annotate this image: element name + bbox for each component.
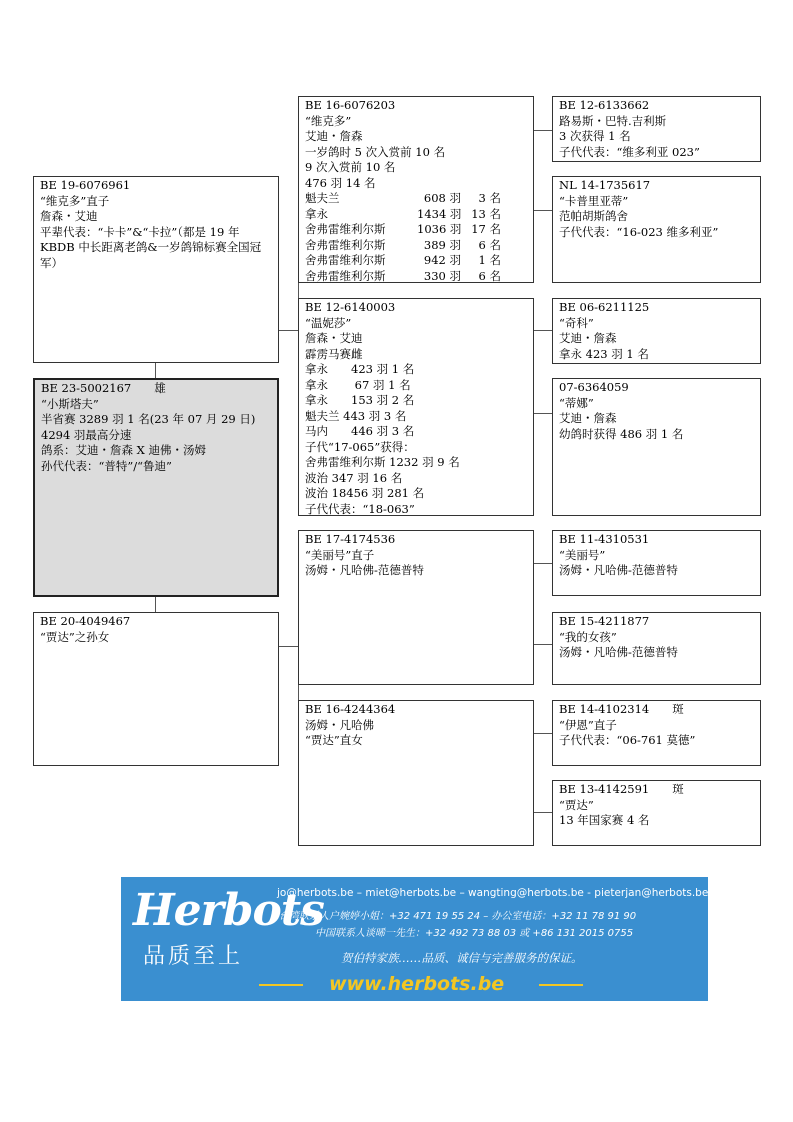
sdd-card — [552, 378, 761, 516]
result-line: 拿永 423 羽 1 名 — [559, 346, 649, 361]
ring-number: BE 11-4310531 — [559, 532, 650, 546]
sire-card — [33, 176, 279, 363]
race-result: 舍弗雷维利尔斯 1036 羽 17 名 — [305, 222, 501, 236]
result-line: 马内 446 羽 3 名 — [305, 424, 415, 438]
ring-number: BE 17-4174536 — [305, 532, 396, 546]
ring-number: BE 14-4102314 斑 — [559, 702, 684, 716]
herbots-logo: Herbots — [133, 885, 324, 936]
ssd-card — [552, 176, 761, 283]
connector — [155, 362, 156, 378]
ring-number: NL 14-1735617 — [559, 178, 651, 192]
pigeon-name: “伊恩”直子 — [559, 717, 617, 732]
offspring: 子代代表：“18-063” — [305, 501, 415, 516]
connector — [533, 130, 552, 131]
breeder: 詹森・艾迪 — [40, 209, 98, 223]
contact-emails: jo@herbots.be – miet@herbots.be – wangting@herbots.be - pieterjan@herbots.be — [277, 887, 708, 899]
race-result: 舍弗雷维利尔斯 942 羽 1 名 — [305, 253, 501, 267]
sire-sire-card — [298, 96, 534, 283]
result-line: 幼鸽时获得 486 羽 1 名 — [559, 426, 684, 441]
sss-card — [552, 96, 761, 162]
race-result: 舍弗雷维利尔斯 330 羽 6 名 — [305, 268, 501, 283]
dss-card — [552, 530, 761, 596]
ring-number: BE 20-4049467 — [40, 614, 131, 628]
breeder: 路易斯・巴特.吉利斯 — [559, 113, 667, 128]
taiwan-contact: 台湾联系人户婉婷小姐：+32 471 19 55 24 – 办公室电话：+32 11 78 91 90 — [279, 911, 637, 922]
offspring: 子代代表：“06-761 莫德” — [559, 733, 696, 747]
pigeon-name: “维克多”直子 — [40, 193, 110, 208]
connector — [533, 330, 552, 331]
motto: 贺伯特家族……品质、诚信与完善服务的保证。 — [341, 951, 583, 965]
result-line: 拿永 153 羽 2 名 — [305, 393, 415, 407]
connector — [298, 684, 299, 700]
result-line: 舍弗雷维利尔斯 1232 羽 9 名 — [305, 455, 460, 469]
dds-card — [552, 700, 761, 766]
race-result: 舍弗雷维利尔斯 389 羽 6 名 — [305, 237, 501, 252]
breeder: 范帕胡斯鸽舍 — [559, 209, 628, 223]
pigeon-name: “贾达”之孙女 — [40, 629, 110, 644]
website-link[interactable]: www.herbots.be — [329, 973, 505, 995]
race-result: 魁夫兰 608 羽 3 名 — [305, 191, 501, 205]
subject-card — [33, 378, 279, 597]
breeder: 汤姆・凡哈佛-范德普特 — [559, 563, 678, 577]
pigeon-name: “我的女孩” — [559, 629, 617, 644]
ddd-card — [552, 780, 761, 846]
pigeon-name: “美丽号” — [559, 547, 606, 562]
result-line: 4294 羽最高分速 — [41, 427, 132, 442]
ring-number: BE 23-5002167 雄 — [41, 381, 166, 395]
herbots-banner — [121, 877, 708, 1001]
ring-number: 07-6364059 — [559, 380, 629, 394]
breeder: 艾迪・詹森 — [305, 129, 363, 143]
info-line: 子代“17-065”获得： — [305, 439, 415, 454]
dam-card — [33, 612, 279, 766]
breeder: 汤姆・凡哈佛-范德普特 — [305, 563, 424, 577]
pigeon-name: “蒂娜” — [559, 395, 594, 410]
result-line: 13 年国家赛 4 名 — [559, 813, 650, 827]
bloodline: 鸽系：艾迪・詹森 X 迪佛・汤姆 — [41, 443, 206, 457]
ring-number: BE 12-6140003 — [305, 300, 396, 314]
pigeon-name: “维克多” — [305, 113, 352, 128]
info-line: 霹雳马赛雌 — [305, 346, 363, 361]
dsd-card — [552, 612, 761, 685]
connector — [278, 330, 298, 331]
pigeon-name: “奇科” — [559, 315, 594, 330]
sire-dam-card — [298, 298, 534, 516]
pigeon-name: “美丽号”直子 — [305, 547, 375, 562]
breeder: 汤姆・凡哈佛 — [305, 717, 374, 732]
connector — [278, 646, 298, 647]
result-line: 拿永 423 羽 1 名 — [305, 362, 415, 376]
connector — [533, 812, 552, 813]
sds-card — [552, 298, 761, 364]
sibling-note: 平辈代表：“卡卡”&“卡拉”（都是 19 年 KBDB 中长距离老鸽&一岁鸽锦标赛全国冠军） — [40, 224, 262, 270]
offspring: 子代代表：“16-023 维多利亚” — [559, 224, 719, 239]
dam-dam-card — [298, 700, 534, 846]
pigeon-name: “卡普里亚蒂” — [559, 193, 629, 208]
connector — [533, 733, 552, 734]
result-line: 3 次获得 1 名 — [559, 129, 631, 143]
connector — [155, 596, 156, 612]
ring-number: BE 13-4142591 斑 — [559, 782, 684, 796]
result-line: 波治 347 羽 16 名 — [305, 470, 403, 485]
result-line: 一岁鸽时 5 次入赏前 10 名 — [305, 144, 446, 159]
ring-number: BE 15-4211877 — [559, 614, 650, 628]
ring-number: BE 16-6076203 — [305, 98, 396, 112]
result-line: 9 次入赏前 10 名 — [305, 160, 396, 174]
result-line: 拿永 67 羽 1 名 — [305, 377, 411, 392]
slogan: 品质至上 — [143, 944, 244, 969]
connector — [533, 563, 552, 564]
result-line: 476 羽 14 名 — [305, 175, 376, 190]
race-result: 拿永 1434 羽 13 名 — [305, 206, 501, 221]
breeder: 艾迪・詹森 — [559, 331, 617, 345]
offspring: 子代代表：“维多利亚 023” — [559, 144, 700, 159]
pigeon-name: “贾达” — [559, 797, 594, 812]
result-line: 半省赛 3289 羽 1 名(23 年 07 月 29 日) — [41, 412, 256, 426]
breeder: 艾迪・詹森 — [559, 411, 617, 425]
connector — [533, 413, 552, 414]
breeder: 詹森・艾迪 — [305, 331, 363, 345]
china-contact: 中国联系人谈晞一先生：+32 492 73 88 03 或 +86 131 2015 0755 — [315, 928, 634, 939]
decor-line-left — [259, 984, 303, 986]
dam-sire-card — [298, 530, 534, 685]
ring-number: BE 19-6076961 — [40, 178, 131, 192]
result-line: 魁夫兰 443 羽 3 名 — [305, 408, 407, 423]
pigeon-name: “小斯塔夫” — [41, 396, 99, 411]
ring-number: BE 06-6211125 — [559, 300, 650, 314]
pigeon-name: “贾达”直女 — [305, 733, 363, 747]
ring-number: BE 16-4244364 — [305, 702, 396, 716]
pigeon-name: “温妮莎” — [305, 315, 352, 330]
connector — [533, 644, 552, 645]
ring-number: BE 12-6133662 — [559, 98, 650, 112]
connector — [533, 210, 552, 211]
decor-line-right — [539, 984, 583, 986]
connector — [298, 282, 299, 298]
grandchildren: 孙代代表：“普特”/“鲁迪” — [41, 458, 172, 473]
result-line: 波治 18456 羽 281 名 — [305, 486, 425, 500]
breeder: 汤姆・凡哈佛-范德普特 — [559, 645, 678, 659]
